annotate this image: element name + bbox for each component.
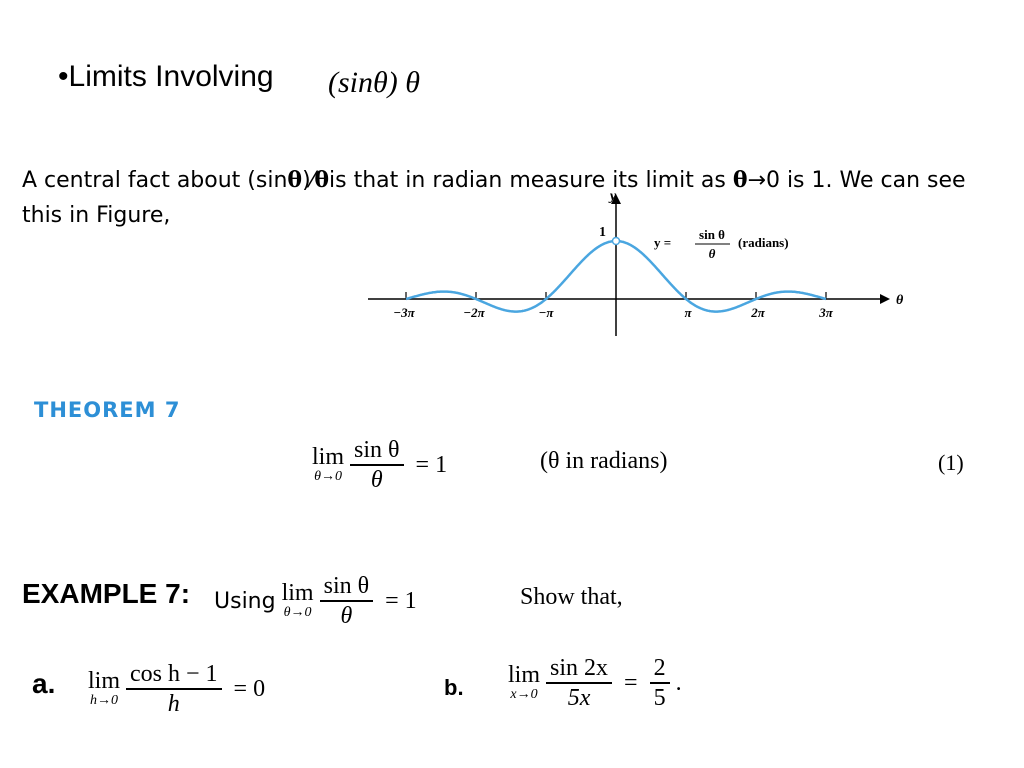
- fraction-numerator: sin θ: [350, 436, 404, 466]
- x-tick-label: −3π: [393, 305, 415, 320]
- fraction-denominator: θ: [370, 467, 383, 493]
- x-tick-label: π: [684, 305, 692, 320]
- lim-word: lim: [88, 668, 121, 694]
- part-b-equals: =: [624, 669, 638, 696]
- curve-label-denominator: θ: [708, 246, 716, 261]
- lim-word: lim: [281, 580, 314, 606]
- intro-text-3: is that in radian measure its limit as: [329, 168, 733, 193]
- lim-subscript: θ→0: [283, 605, 312, 620]
- slide-title: •Limits Involving: [58, 60, 274, 93]
- lim-subscript: h→0: [90, 693, 118, 708]
- using-word: Using: [214, 588, 276, 614]
- x-tick-label: −π: [538, 305, 554, 320]
- part-b-equation: [508, 654, 682, 712]
- part-b-fraction: [546, 654, 612, 712]
- part-a-label: a.: [32, 668, 56, 699]
- intro-text-2: ): [302, 168, 311, 193]
- sinc-graph: [360, 186, 920, 346]
- x-axis-label: θ: [896, 293, 904, 308]
- fraction-denominator: 5: [653, 685, 666, 711]
- theorem-note: (θ in radians): [540, 448, 668, 474]
- y-axis-label: y: [609, 189, 617, 204]
- lim-word: lim: [312, 444, 345, 470]
- example-equals: = 1: [385, 587, 417, 614]
- part-b-period: .: [675, 669, 682, 696]
- x-tick-label: −2π: [463, 305, 485, 320]
- removable-point-icon: [613, 238, 620, 245]
- fraction-denominator: 5x: [567, 685, 591, 711]
- fraction-numerator: sin θ: [320, 572, 374, 602]
- fraction-denominator: h: [167, 691, 180, 717]
- curve-label-note: (radians): [738, 235, 789, 250]
- show-that-text: Show that,: [520, 584, 623, 610]
- fraction-numerator: 2: [650, 654, 670, 684]
- theorem-equation: [312, 436, 453, 494]
- x-tick-label: 2π: [751, 305, 765, 320]
- part-a-fraction: [126, 660, 222, 718]
- example-using-equation: [214, 572, 423, 630]
- part-b-result-fraction: [650, 654, 670, 712]
- intro-text-1: A central fact about (sin: [22, 168, 288, 193]
- theorem-equals: = 1: [415, 451, 448, 478]
- intro-theta-2: θ: [314, 167, 330, 193]
- theorem-label: THEOREM 7: [34, 398, 181, 422]
- theorem-fraction: [350, 436, 404, 494]
- curve-label-numerator: sin θ: [699, 227, 725, 242]
- part-a-equation: [88, 660, 271, 718]
- part-a-equals: = 0: [233, 675, 266, 702]
- lim-word: lim: [508, 662, 541, 688]
- intro-text-4: 0 is 1. We can see this in Figure,: [22, 168, 966, 228]
- x-tick-label: 3π: [819, 305, 833, 320]
- intro-theta-3: θ: [732, 167, 748, 193]
- fraction-numerator: cos h − 1: [126, 660, 222, 690]
- theorem-lim: [312, 445, 344, 485]
- fraction-numerator: sin 2x: [546, 654, 612, 684]
- intro-theta-1: θ: [287, 167, 303, 193]
- theorem-number: (1): [938, 450, 964, 475]
- lim-subscript: θ→0: [314, 469, 342, 484]
- x-axis-arrow-icon: [880, 294, 890, 304]
- example-label: EXAMPLE 7:: [22, 578, 191, 609]
- fraction-denominator: θ: [340, 603, 353, 629]
- part-a-lim: [88, 669, 120, 709]
- example-lim: [282, 581, 314, 621]
- lim-subscript: x→0: [510, 687, 538, 702]
- title-math-expression: (sinθ) θ: [328, 66, 420, 99]
- example-fraction: [320, 572, 374, 630]
- part-b-lim: [508, 663, 540, 703]
- intro-slash: ⁄: [310, 168, 315, 193]
- intro-arrow: →: [747, 168, 766, 193]
- part-b-label: b.: [444, 675, 464, 700]
- y-one-label: 1: [599, 225, 606, 240]
- curve-label-lhs: y =: [654, 235, 672, 250]
